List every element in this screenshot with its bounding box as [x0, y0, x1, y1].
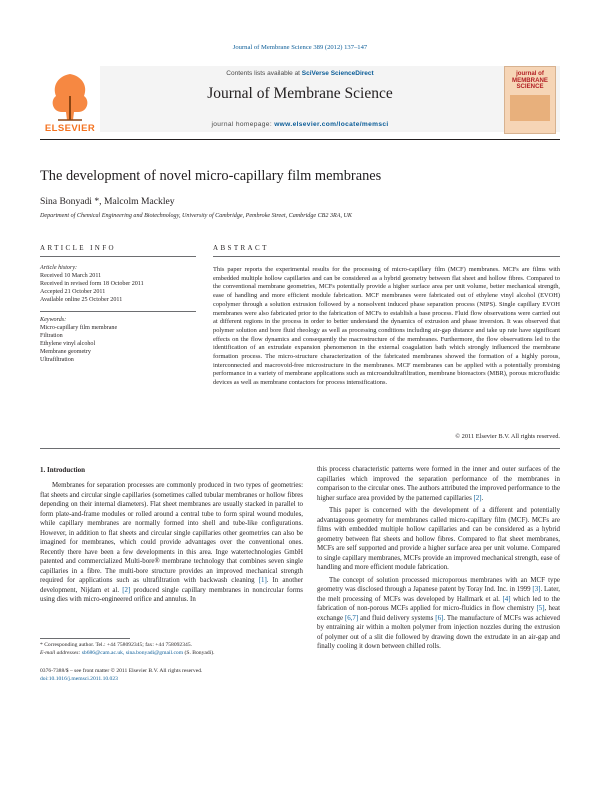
reference-link[interactable]: [2]: [122, 586, 131, 594]
history-revised: Received in revised form 18 October 2011: [40, 281, 144, 287]
intro-text: . In another development, Nijdam et al.: [40, 577, 303, 594]
banner-rule: [40, 139, 560, 140]
reference-link[interactable]: [5]: [536, 605, 545, 612]
intro-text: .: [481, 494, 484, 502]
history-accepted: Accepted 21 October 2011: [40, 289, 106, 295]
homepage-link[interactable]: www.elsevier.com/locate/memsci: [274, 121, 389, 128]
intro-text: The concept of solution processed microporous membranes with an MCF type geometry was disclosed through a Japanese patent by Toray Ind. Inc. in 1999: [317, 576, 560, 593]
article-history: [40, 264, 190, 304]
reference-link[interactable]: [4]: [502, 595, 511, 603]
article-authors: Sina Bonyadi *, Malcolm Mackley: [40, 196, 175, 207]
cover-title: journal of MEMBRANE SCIENCE: [512, 70, 548, 90]
reference-link[interactable]: [6]: [435, 614, 444, 622]
intro-text: and fluid delivery systems: [358, 614, 436, 622]
introduction-heading: 1. Introduction: [40, 466, 85, 474]
journal-citation[interactable]: Journal of Membrane Science 389 (2012) 137–147: [232, 44, 368, 51]
email-footnote: [40, 650, 303, 657]
keywords-rule: [40, 311, 196, 312]
keyword-item: Membrane geometry: [40, 349, 91, 355]
history-received: Received 10 March 2011: [40, 273, 102, 279]
right-column: [317, 465, 560, 652]
reference-link[interactable]: [3]: [532, 586, 541, 593]
homepage-prefix: journal homepage:: [211, 121, 275, 128]
article-info-rule: [40, 256, 196, 257]
intro-text: , heat exchange: [317, 605, 561, 622]
intro-paragraph: [317, 576, 560, 652]
abstract-rule: [213, 256, 560, 257]
reference-link[interactable]: [6,7]: [344, 614, 359, 622]
history-online: Available online 25 October 2011: [40, 297, 123, 303]
email-addresses[interactable]: sb686@cam.ac.uk, sina.bonyadi@gmail.com: [80, 650, 184, 656]
intro-text: . The manufacture of MCFs was achieved by entraining air within a molten polymer from injection nozzles during the extrusion of polymer out of a slit die followed by drawing down the extrudate in an air-gap and finally cooling it down between chilled rolls.: [317, 614, 560, 650]
intro-paragraph: [40, 481, 303, 605]
keywords-block: [40, 316, 190, 364]
intro-text: Membranes for separation processes are commonly produced in two types of geometries: flat sheets and circular single capillaries (sometimes called tubular membranes or hollow fibres depending on their internal diameters). Flat sheet membranes are usually stacked in parallel to form plate-and-frame modules or rolled around a central tube to form spiral wound modules, while capillary membranes are normally formed into shell and tube-like configurations. However, in addition to flat sheets and circular single capillaries other geometries can also be imagined for membranes, which could provide advantages over the conventional ones. Recently there have been a few developments in this area. Inge watertechnologies GmbH patented and commercialized Multi-bore® membrane technology that combines seven single capillaries in a fibre. The multi-bore structure provides an improved mechanical strength required for applications such as ultrafiltration with backwash cleaning: [40, 482, 303, 584]
email-label: E-mail addresses:: [40, 650, 81, 656]
keyword-item: Ultrafiltration: [40, 357, 74, 363]
journal-homepage: [100, 121, 500, 128]
reference-link[interactable]: [1]: [258, 577, 267, 584]
intro-text: this process characteristic patterns were formed in the inner and outer surfaces of the capillaries which improved the separation performance of the membranes in comparison to the circular ones. The authors attributed the improved performance to the higher surface area provided by the patterned capillaries: [317, 466, 560, 502]
contents-line: [100, 70, 500, 77]
author-affiliation: Department of Chemical Engineering and Biotechnology, University of Cambridge, Pembroke Street, Cambridge CB2 3RA, UK: [40, 213, 352, 219]
sciencedirect-link[interactable]: SciVerse ScienceDirect: [301, 70, 374, 77]
footnote-rule: [40, 638, 130, 639]
doi-text[interactable]: doi:10.1016/j.memsci.2011.10.023: [40, 676, 118, 682]
keyword-item: Micro-capillary film membrane: [40, 325, 118, 331]
doi-link[interactable]: [40, 676, 303, 683]
issn-line: 0376-7388/$ – see front matter © 2011 Elsevier B.V. All rights reserved.: [40, 668, 203, 674]
publisher-name: ELSEVIER: [44, 123, 96, 134]
keyword-item: Filtration: [40, 333, 63, 339]
front-matter-rule: [40, 448, 560, 449]
abstract-text: This paper reports the experimental results for the processing of micro-capillary film (MCF) membranes. MCFs are films with embedded multiple hollow capillaries and can be considered as a hybrid geometry between flat sheet and hollow fibres. Compared to the conventional membrane geometries, MCFs potentially provide a higher surface area per unit volume, better mechanical strength, ease of handling and more efficient module fabrication. MCF membranes were fabricated out of ethylene vinyl alcohol (EVOH) copolymer through a solution extrusion followed by a nonsolvent induced phase separation process (NIPS). Single capillary EVOH membranes were also fabricated prior to the fabrication of MCFs to establish a base process. Fluid flow observations were carried out at different regions in the process in order to better understand the dynamics of extrusion and phase inversion. It was observed that polymer solution and bore fluid rheology as well as processing conditions including air-gap distance and take up rate have significant effects on the flow dynamics and consequently the macrostructure of the membranes. Furthermore, the flow observations led to the identification of an extrudate expansion phenomenon in the external coagulation bath which strongly influenced the membrane formation process. The micro-structure characterization of the fabricated membranes showed the formation of a highly porous, interconnected and macrovoid-free microstructure in the membranes. MCF membranes can be applied with a potentially promising performance in a variety of membrane applications such as microandultrafiltration, membrane bioreactors (MBR), porous microfluidic devices as well as membrane contactors for process intensifications.: [213, 266, 560, 387]
keywords-label: Keywords:: [40, 317, 67, 323]
cover-artwork: [510, 95, 550, 121]
corresponding-author-note: * Corresponding author. Tel.: +44 758092345; fax: +44 758092345.: [40, 642, 193, 648]
journal-name: Journal of Membrane Science: [207, 85, 393, 102]
intro-text: which led to the fabrication of non-porous MCFs applied for micro-fluidics in flow chemistry: [317, 595, 560, 612]
email-suffix: (S. Bonyadi).: [183, 650, 215, 656]
history-label: Article history:: [40, 265, 78, 271]
article-info-heading: ARTICLE INFO: [40, 244, 117, 252]
left-column: [40, 481, 303, 605]
intro-paragraph: [317, 465, 560, 503]
abstract-heading: ABSTRACT: [213, 244, 269, 252]
intro-paragraph: This paper is concerned with the development of a different and potentially advantageous geometry for membranes called micro-capillary film (MCF). MCFs are films with embedded multiple hollow capillaries and can be considered as a hybrid geometry between flat sheets and hollow fibres. Compared to flat sheet membranes, MCFs are self supported and provide a higher surface area per unit volume. Compared to single capillary membranes, MCFs provide an improved mechanical strength, ease of handling and more efficient module fabrication.: [317, 507, 560, 571]
article-title: The development of novel micro-capillary film membranes: [40, 168, 382, 184]
intro-text: . Later, the melt processing of MCFs was developed by Hallmark et al.: [317, 586, 560, 603]
contents-prefix: Contents lists available at: [226, 70, 302, 77]
abstract-copyright: © 2011 Elsevier B.V. All rights reserved.: [455, 433, 560, 440]
reference-link[interactable]: [2]: [473, 494, 482, 502]
intro-text: produced single capillary membranes in noncircular forms using dies with micro-engineered orifice and annulus. In: [40, 586, 303, 603]
keyword-item: Ethylene vinyl alcohol: [40, 341, 96, 347]
